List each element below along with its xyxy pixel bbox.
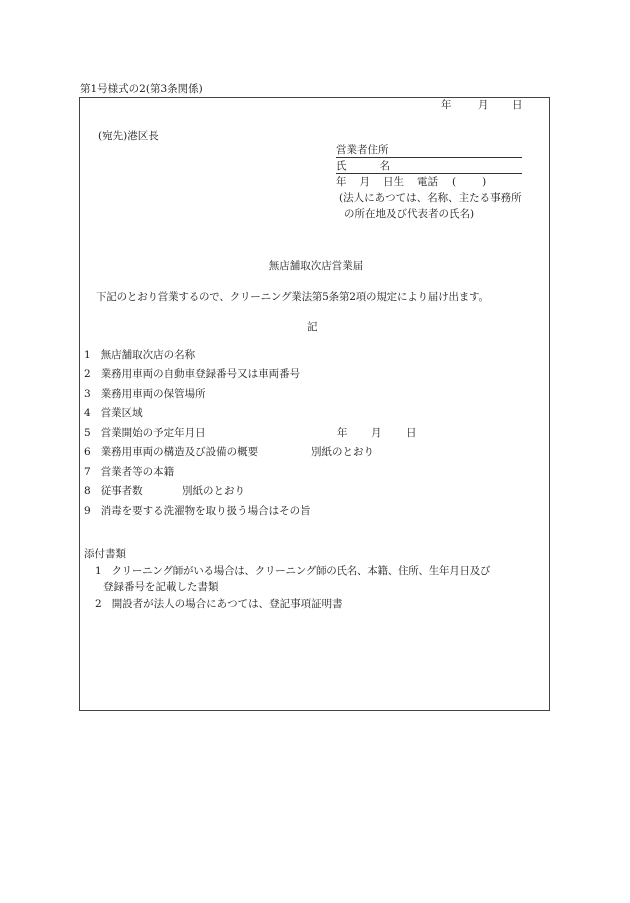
applicant-name-line: [336, 159, 522, 174]
applicant-note-line2: の所在地及び代表者の氏名): [344, 208, 475, 220]
item-2: 2 業務用車両の自動車登録番号又は車両番号: [84, 368, 301, 380]
item-5: 5 営業開始の予定年月日: [84, 427, 206, 439]
date-day: 日: [512, 99, 523, 111]
form-frame: [79, 97, 550, 711]
addressee: (宛先)港区長: [98, 130, 159, 142]
date-year: 年: [441, 99, 452, 111]
date-month: 月: [478, 99, 489, 111]
form-label: 第1号様式の2(第3条関係): [80, 83, 203, 95]
applicant-name-label-1: 氏: [336, 160, 347, 172]
applicant-note-line1: (法人にあつては、名称、主たる事務所: [339, 192, 522, 204]
intro-text: 下記のとおり営業するので、クリーニング業法第5条第2項の規定により届け出ます。: [96, 291, 489, 303]
item-5-month: 月: [371, 427, 382, 439]
attachment-1: 1 クリーニング師がいる場合は、クリーニング師の氏名、本籍、住所、生年月日及び: [95, 565, 491, 577]
item-4: 4 営業区域: [84, 407, 143, 419]
item-3: 3 業務用車両の保管場所: [84, 388, 206, 400]
birth-day-label: 日生: [383, 176, 404, 188]
phone-close-paren: ): [482, 176, 487, 188]
item-1: 1 無店舗取次店の名称: [84, 349, 196, 361]
applicant-birth-phone-line: [336, 175, 486, 189]
attachment-2: 2 開設者が法人の場合にあつては、登記事項証明書: [95, 598, 343, 610]
attachment-1-line2: 登録番号を記載した書類: [103, 581, 219, 593]
item-8: 8 従事者数: [84, 485, 143, 497]
phone-open-paren: (: [452, 176, 457, 188]
ki-label: 記: [307, 321, 318, 333]
birth-month: 月: [359, 176, 370, 188]
item-8-extra: 別紙のとおり: [182, 485, 245, 497]
item-6: 6 業務用車両の構造及び設備の概要: [84, 446, 259, 458]
document-title: 無店舗取次店営業届: [268, 260, 364, 272]
item-7: 7 営業者等の本籍: [84, 466, 175, 478]
item-5-day: 日: [406, 427, 417, 439]
item-5-year: 年: [337, 427, 348, 439]
item-6-extra: 別紙のとおり: [311, 446, 374, 458]
applicant-address-line: [336, 143, 522, 158]
applicant-address-label: 営業者住所: [336, 144, 389, 156]
phone-label: 電話: [417, 176, 438, 188]
item-9: 9 消毒を要する洗濯物を取り扱う場合はその旨: [84, 505, 311, 517]
attachments-heading: 添付書類: [84, 548, 126, 560]
birth-year: 年: [336, 176, 347, 188]
applicant-name-label-2: 名: [379, 160, 390, 172]
